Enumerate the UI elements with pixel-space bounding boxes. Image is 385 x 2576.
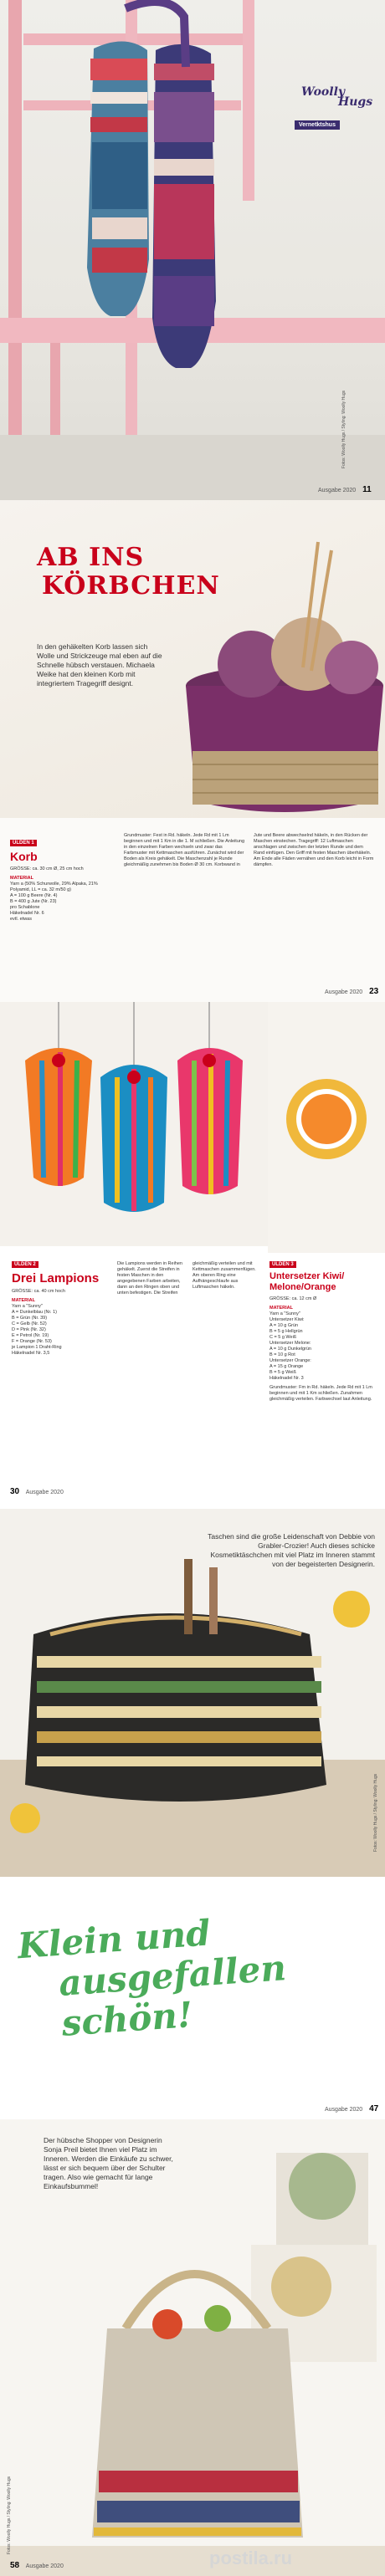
photo-credit: Fotos: Woolly Hugs / Styling: Woolly Hugs <box>7 2476 12 2554</box>
material-line: pro Schablone <box>10 905 40 910</box>
basket-intro: In den gehäkelten Korb lassen sich Wolle und Strickzeuge mal eben auf die Schnelle hübsch verstauen. Michaela Weike hat den kleinen Korb mit integriertem Tragegriff designt. <box>37 642 162 687</box>
mitten-bags-photo <box>0 0 385 500</box>
lanterns-photo <box>0 1002 268 1246</box>
material-line: Untersetzer Melone: <box>270 1341 311 1346</box>
pattern-size: GRÖSSE: ca. 40 cm hoch <box>12 1289 65 1294</box>
cosmetic-bag-intro: Taschen sind die große Leidenschaft von Debbie von Grabler-Crozier! Auch dieses schicke Kosmetiktäschchen mit viel Platz im Inneren stammt von der begeisterten Designerin. <box>208 1532 375 1568</box>
cosmetic-bag-title <box>17 1901 385 2047</box>
material-line: A = 100 g Beere (Nr. 4) <box>10 893 58 898</box>
material-line: evtl. etwas <box>10 917 32 922</box>
folio-issue: Ausgabe 2020 <box>325 989 363 995</box>
page-lanterns <box>0 1002 385 1500</box>
pattern-size: GRÖSSE: ca. 30 cm Ø, 25 cm hoch <box>10 866 84 871</box>
material-line: Yarn a (50% Schurwolle, 29% Alpaka, 21% Polyamid, LL = ca. 32 m/50 g) <box>10 882 98 892</box>
material-line: C = 5 g Weiß <box>270 1335 297 1340</box>
material-line: B = Grün (Nr. 39) <box>12 1316 48 1321</box>
folio-text <box>318 485 372 494</box>
basket-pattern-col-1 <box>10 833 117 923</box>
material-line: D = Pink (Nr. 32) <box>12 1327 46 1332</box>
basket-title <box>37 544 220 601</box>
folio-issue: Ausgabe 2020 <box>318 488 357 493</box>
pattern-title: Drei Lampions <box>12 1271 100 1285</box>
material-line: A = 10 g Grün <box>270 1323 299 1328</box>
page-number: 23 <box>369 987 379 996</box>
pattern-size: GRÖSSE: ca. 12 cm Ø <box>270 1296 317 1301</box>
material-line: B = 400 g Jute (Nr. 23) <box>10 899 57 904</box>
material-line: A = 15 g Orange <box>270 1364 304 1369</box>
folio-text <box>10 1487 64 1496</box>
material-heading: MATERIAL <box>12 1298 36 1303</box>
title-line-1: Klein und <box>16 1912 213 1967</box>
coasters-illustration <box>268 1002 385 1253</box>
material-line: A = 10 g Dunkelgrün <box>270 1347 311 1352</box>
page-shopper <box>0 2119 385 2576</box>
material-line: Häkelnadel Nr. 3 <box>270 1376 304 1381</box>
basket-instructions: Grundmuster: Fest in Rd. häkeln. Jede Rd mit 1 Lm beginnen und mit 1 Km in die 1. M schließen. Die Anleitung in den einzelnen Farben wechseln und zwar das Farbmuster mit Kettmaschen ausführen. Zunächst wird der Boden als Kreis gehäkelt. Die Maschenzahl je Runde gleichmäßig zunehmen bis Boden Ø 30 cm. Korbwand in Jute und Beere abwechselnd häkeln, in den Rücken der Maschen einstechen. Tragegriff: 12 Luftmaschen anschlagen und zwischen der letzten Runde und dem Rand einfügen. Den Griff mit festen Maschen überhäkeln. Am Ende alle Fäden vernähen und den Korb leicht in Form dämpfen. <box>124 833 374 867</box>
title-line-2: ausgefallen schön! <box>57 1947 288 2044</box>
coasters-instructions: Grundmuster: Fm in Rd. häkeln. Jede Rd mit 1 Lm beginnen und mit 1 Km schließen. Zunahmen gleichmäßig verteilen. Farbwechsel laut Anleitung. <box>270 1385 372 1402</box>
material-line: Yarn a "Sunny" <box>12 1304 43 1309</box>
pattern-title: Untersetzer Kiwi/ Melone/Orange <box>270 1271 345 1292</box>
material-line: Untersetzer Orange: <box>270 1358 311 1363</box>
pattern-title: Korb <box>10 850 38 863</box>
logo-subtitle: Vernetktshus <box>295 120 340 130</box>
material-line: B = 5 g Hellgrün <box>270 1329 303 1334</box>
pattern-tag: ÜLDEN 3 <box>270 1261 296 1268</box>
woolly-hugs-logo <box>288 84 378 134</box>
material-line: B = 5 g Weiß <box>270 1370 296 1375</box>
folio-issue: Ausgabe 2020 <box>325 2107 363 2113</box>
pattern-tag: ÜLDEN 2 <box>12 1261 38 1268</box>
folio-issue: Ausgabe 2020 <box>25 2563 64 2569</box>
watermark: postila.ru <box>209 2548 293 2568</box>
material-line: E = Petrol (Nr. 19) <box>12 1333 49 1338</box>
folio-issue: Ausgabe 2020 <box>25 1490 64 1495</box>
page-basket <box>0 500 385 1002</box>
lanterns-pattern-col <box>12 1255 112 1357</box>
material-line: B = 10 g Rot <box>270 1352 295 1357</box>
material-line: Untersetzer Kiwi: <box>270 1317 305 1322</box>
page-number: 30 <box>10 1487 20 1496</box>
material-line: F = Orange (Nr. 53) <box>12 1339 52 1344</box>
lanterns-illustration <box>0 1002 268 1246</box>
material-line: A = Dunkelblau (Nr. 1) <box>12 1310 57 1315</box>
page-number: 47 <box>369 2104 379 2113</box>
material-line: je Lampion 1 Draht-Ring <box>12 1345 62 1350</box>
material-line: Yarn a "Sunny" <box>270 1311 300 1316</box>
folio-text <box>325 987 378 996</box>
page-woolly-hugs <box>0 0 385 500</box>
material-heading: MATERIAL <box>10 876 34 881</box>
logo-woolly-text: Woolly <box>301 85 346 99</box>
basket-photo-area <box>0 500 385 818</box>
shopper-intro: Der hübsche Shopper von Designerin Sonja Preil bietet Ihnen viel Platz im Inneren. Werden die Einkäufe zu schwer, lässt er sich bequem über der Schulter tragen. Also wie gemacht für lange Einkaufsbummel! <box>44 2136 173 2190</box>
lanterns-instructions: Die Lampions werden in Reihen gehäkelt. Zuerst die Streifen in festen Maschen in den angegebenen Farben arbeiten, dann an den Ringen oben und unten befestigen. Die Streifen gleichmäßig verteilen und mit Kettmaschen zusammenfügen. Am oberen Ring eine Aufhängeschlaufe aus Luftmaschen häkeln. <box>117 1261 256 1296</box>
photo-credit: Fotos: Woolly Hugs / Styling: Woolly Hugs <box>341 390 346 468</box>
folio-text <box>325 2104 378 2113</box>
material-line: C = Gelb (Nr. 52) <box>12 1321 47 1326</box>
coasters-pattern-col <box>270 1255 380 1403</box>
pattern-tag: ÜLDEN 1 <box>10 840 37 846</box>
title-line-2: KÖRBCHEN <box>42 571 220 601</box>
material-line: Häkelnadel Nr. 3,5 <box>12 1351 50 1356</box>
page-number: 58 <box>10 2561 20 2570</box>
photo-credit: Fotos: Woolly Hugs / Styling: Woolly Hugs <box>373 1773 378 1852</box>
title-line-1: AB INS <box>37 543 145 572</box>
logo-hugs-text: Hugs <box>338 95 373 109</box>
page-cosmetic-bag <box>0 1500 385 2119</box>
material-heading: MATERIAL <box>270 1306 294 1311</box>
folio-text <box>10 2561 64 2570</box>
material-line: Häkelnadel Nr. 6 <box>10 911 44 916</box>
page-number: 11 <box>362 485 372 494</box>
